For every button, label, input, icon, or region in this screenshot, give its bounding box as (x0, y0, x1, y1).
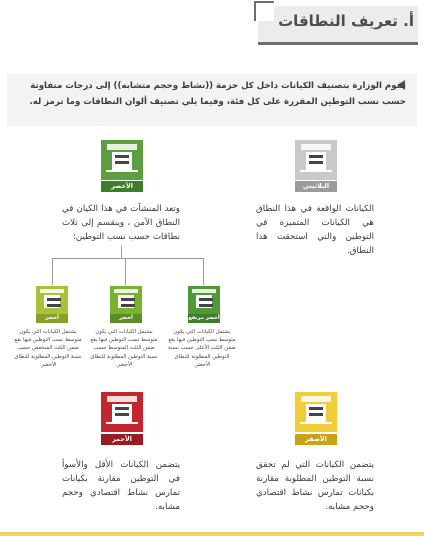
red-description: يتضمن الكيانات الأقل والأسوأ في التوطين مقارنة بكيانات تمارس نشاط اقتصادي وحجم مشابه. (62, 460, 180, 512)
intro-text: تقوم الوزارة بتصنيف الكيانات داخل كل حزمة ((نشاط وحجم متشابه)) إلى درجات متفاوتة حسب نسب التوطين المقررة على كل فئة، وفيما يلي تصنيف ألوان النطاقات وما ترمز له. (29, 81, 406, 107)
green-label: الأخضر (101, 181, 143, 192)
page-footer-band (0, 532, 424, 536)
connector-stem (121, 246, 122, 258)
green-description: وتعد المنشآت في هذا الكيان في النطاق الآمن ، وينقسم إلى ثلاث نطاقات حسب نسب التوطين: (62, 204, 180, 242)
green-low-building-icon (36, 286, 68, 314)
section-title: أ. تعريف النطاقات (278, 12, 414, 30)
connector-mid (125, 258, 126, 285)
green-mid-building-icon (110, 286, 142, 314)
green-building-icon (101, 140, 143, 180)
yellow-building-icon (295, 392, 337, 432)
yellow-label: الأصفر (295, 434, 337, 445)
green-high-building-icon (188, 286, 220, 314)
connector-horizontal (52, 258, 204, 259)
platinum-building-icon (295, 140, 337, 180)
green-high-description: يشتمل الكيانات التي يكون متوسط نسب التوطين فيها يقع ضمن الثلث الأعلى حسب نسبة التوطين المطلوبة للنطاق الأخضر. (168, 329, 236, 368)
red-label: الأحمر (101, 434, 143, 445)
green-mid-description: يشتمل الكيانات التي يكون متوسط نسب التوطين فيها يقع ضمن الثلث المتوسط حسب نسبة التوطين المطلوبة للنطاق الأخضر. (90, 329, 158, 368)
green-high-label: أخضر مرتفع (188, 315, 220, 321)
green-low-description: يشتمل الكيانات التي يكون متوسط نسب التوطين فيها يقع ضمن الثلث المنخفض حسب نسبة التوطين المطلوبة للنطاق الأخضر. (14, 329, 82, 368)
header-underline (258, 42, 418, 45)
platinum-label: البلاتيني (295, 181, 337, 192)
red-building-icon (101, 392, 143, 432)
green-low-label: أخضر منخفض (36, 314, 68, 323)
green-mid-label: أخضر متوسط (110, 314, 142, 323)
yellow-description: يتضمن الكيانات التي لم تحقق نسبة التوطين المطلوبة مقارنة بكيانات تمارس نشاط اقتصادي وحجم مشابه. (256, 460, 374, 512)
connector-high (203, 258, 204, 285)
corner-mark (254, 1, 274, 21)
connector-low (52, 258, 53, 285)
platinum-description: الكيانات الواقعة في هذا النطاق هي الكيانات المتميزة في التوطين والتي استحقت هذا النطاق. (256, 204, 374, 256)
